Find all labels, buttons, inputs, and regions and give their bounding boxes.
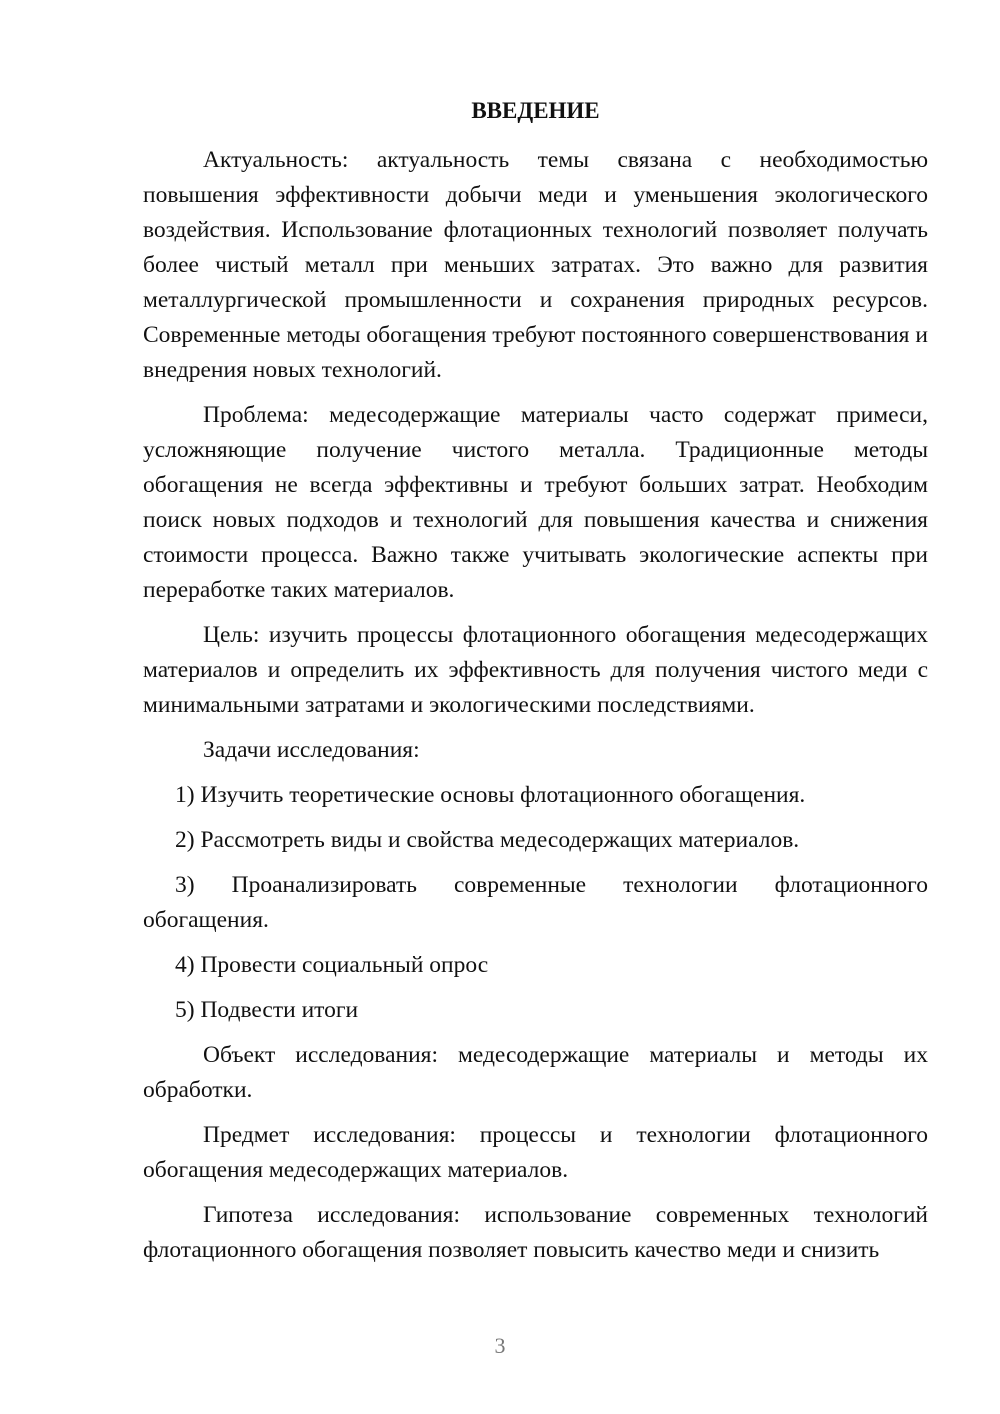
- paragraph-subject: Предмет исследования: процессы и технологии флотационного обогащения медесодержащих материалов.: [143, 1122, 928, 1183]
- paragraph-object: Объект исследования: медесодержащие материалы и методы их обработки.: [143, 1042, 928, 1103]
- paragraph-hypothesis: Гипотеза исследования: использование современных технологий флотационного обогащения позволяет повысить качество меди и снизить: [143, 1202, 928, 1263]
- task-item-4: 4) Провести социальный опрос: [175, 952, 489, 978]
- paragraph-relevance: Актуальность: актуальность темы связана с необходимостью повышения эффективности добычи меди и уменьшения экологического воздействия. Использование флотационных технологий позволяет получать более чистый металл при меньших затратах. Это важно для развития металлургической промышленности и сохранения природных ресурсов. Современные методы обогащения требуют постоянного совершенствования и внедрения новых технологий.: [143, 147, 928, 383]
- task-item-2: 2) Рассмотреть виды и свойства медесодержащих материалов.: [175, 827, 800, 853]
- task-item-3: 3) Проанализировать современные технологии флотационного обогащения.: [143, 872, 928, 933]
- page-number: 3: [494, 1333, 506, 1358]
- section-title: ВВЕДЕНИЕ: [471, 98, 600, 123]
- task-item-1: 1) Изучить теоретические основы флотационного обогащения.: [175, 782, 806, 808]
- paragraph-problem: Проблема: медесодержащие материалы часто содержат примеси, усложняющие получение чистого металла. Традиционные методы обогащения не всегда эффективны и требуют больших затрат. Необходим поиск новых подходов и технологий для повышения качества и снижения стоимости процесса. Важно также учитывать экологические аспекты при переработке таких материалов.: [143, 402, 928, 603]
- task-item-5: 5) Подвести итоги: [175, 997, 359, 1023]
- body-text: [143, 143, 928, 1278]
- paragraph-tasks-heading: Задачи исследования:: [203, 737, 420, 763]
- paragraph-goal: Цель: изучить процессы флотационного обогащения медесодержащих материалов и определить их эффективность для получения чистого меди с минимальными затратами и экологическими последствиями.: [143, 622, 928, 718]
